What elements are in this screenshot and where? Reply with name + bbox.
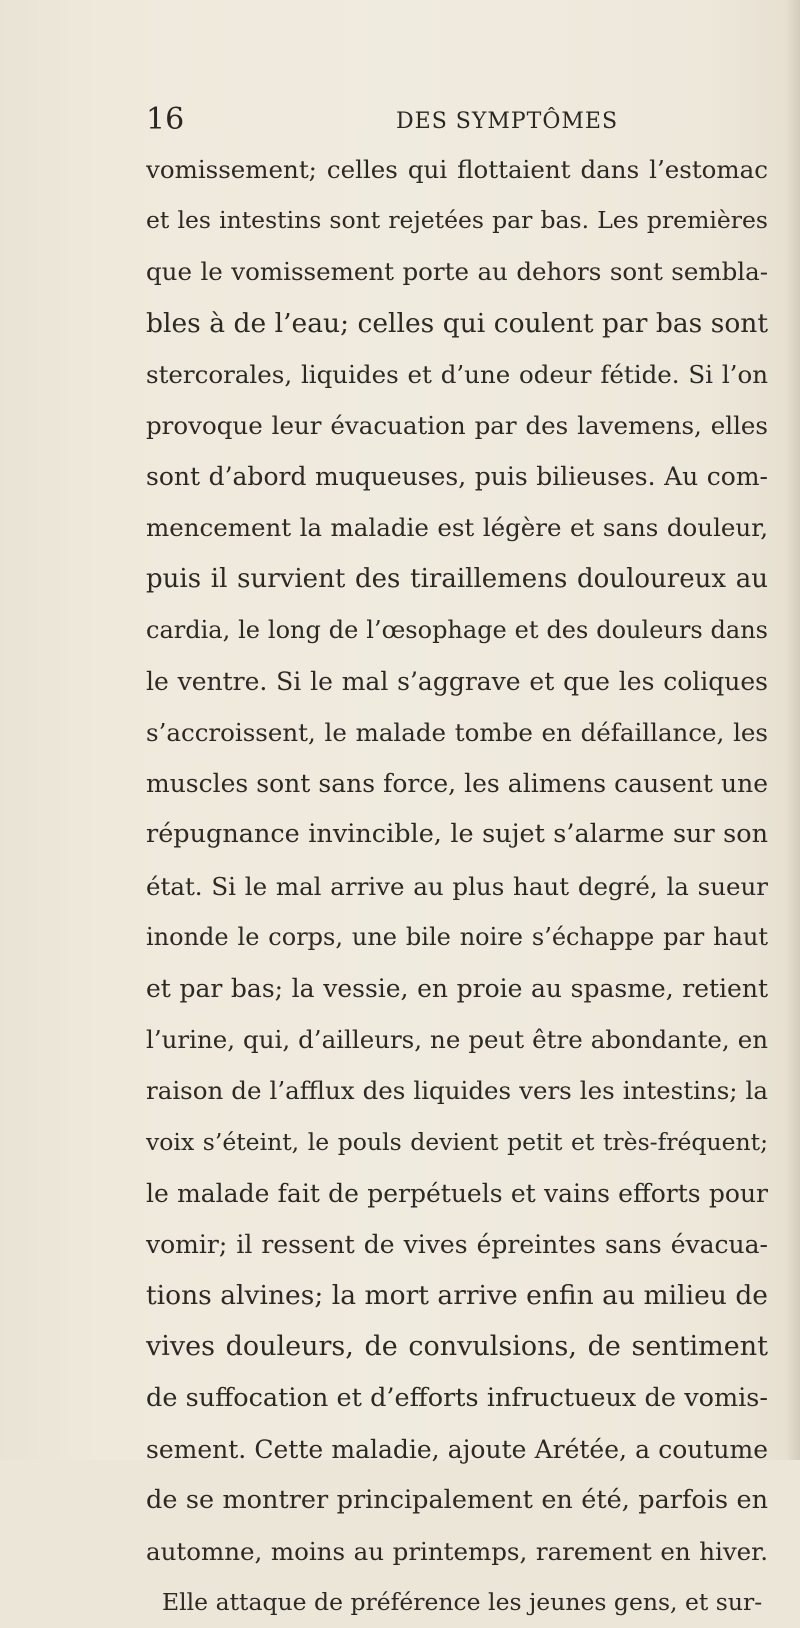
text-line: répugnance invincible, le sujet s’alarme sur son <box>146 819 768 850</box>
text-line: tions alvines; la mort arrive enfin au milieu de <box>146 1280 768 1312</box>
text-line: et par bas; la vessie, en proie au spasme, retient <box>146 974 768 1003</box>
text-line: vomissement; celles qui flottaient dans l’estomac <box>146 155 768 184</box>
text-line: de suffocation et d’efforts infructueux de vomis- <box>146 1382 768 1413</box>
text-line: vives douleurs, de convulsions, de sentiment <box>146 1331 768 1363</box>
text-line: sement. Cette maladie, ajoute Arétée, a coutume <box>146 1434 768 1464</box>
text-line: Elle attaque de préférence les jeunes gens, et sur- <box>162 1588 763 1617</box>
text-line: de se montrer principalement en été, parfois en <box>146 1484 768 1515</box>
text-line: mencement la maladie est légère et sans douleur, <box>146 513 768 543</box>
text-line: état. Si le mal arrive au plus haut degré, la sueur <box>146 871 768 901</box>
text-line: et les intestins sont rejetées par bas. Les premières <box>146 206 768 235</box>
text-line: inonde le corps, une bile noire s’échappe par haut <box>146 922 768 951</box>
text-line: puis il survient des tiraillemens douloureux au <box>146 563 768 594</box>
body-text <box>146 144 768 1628</box>
text-line: vomir; il ressent de vives épreintes sans évacua- <box>146 1229 768 1259</box>
text-line: que le vomissement porte au dehors sont sembla- <box>146 257 768 287</box>
running-head: DES SYMPTÔMES <box>396 109 619 134</box>
page-number: 16 <box>146 102 185 137</box>
page-header <box>146 100 766 140</box>
text-line: bles à de l’eau; celles qui coulent par bas sont <box>146 307 768 339</box>
text-line: cardia, le long de l’œsophage et des douleurs dans <box>146 615 768 644</box>
text-line: automne, moins au printemps, rarement en hiver. <box>146 1537 768 1567</box>
text-line: raison de l’afflux des liquides vers les intestins; la <box>146 1076 768 1106</box>
text-line: s’accroissent, le malade tombe en défaillance, les <box>146 718 768 748</box>
text-line: muscles sont sans force, les alimens causent une <box>146 769 768 799</box>
text-line: l’urine, qui, d’ailleurs, ne peut être abondante, en <box>146 1025 768 1055</box>
text-line: le malade fait de perpétuels et vains efforts pour <box>146 1178 768 1208</box>
text-line: stercorales, liquides et d’une odeur fétide. Si l’on <box>146 359 768 389</box>
page-edge-shadow <box>786 0 800 1460</box>
text-line: le ventre. Si le mal s’aggrave et que les coliques <box>146 666 768 696</box>
text-line: provoque leur évacuation par des lavemens, elles <box>146 410 768 440</box>
text-line: voix s’éteint, le pouls devient petit et très-fréquent; <box>146 1127 768 1156</box>
text-line: sont d’abord muqueuses, puis bilieuses. Au com- <box>146 462 768 492</box>
